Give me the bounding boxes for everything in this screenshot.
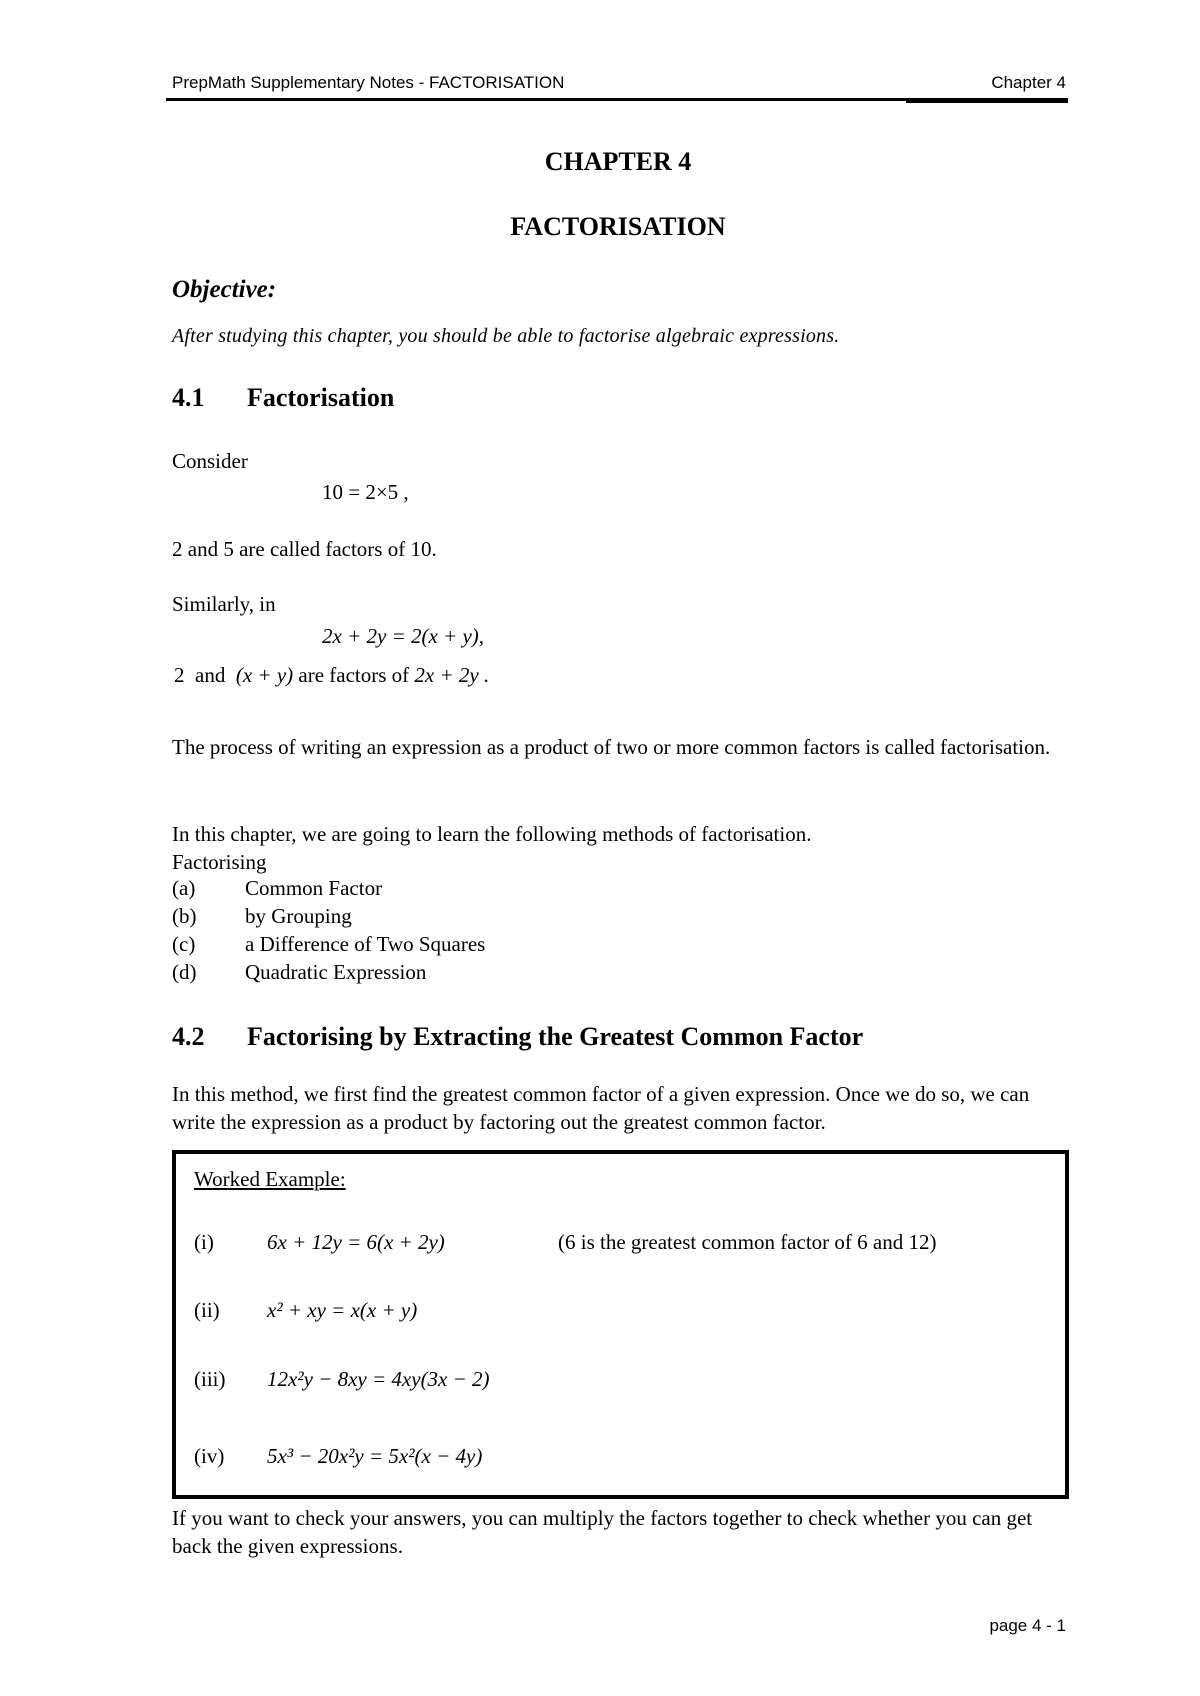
expression-2x2y: 2x + 2y . xyxy=(414,663,490,687)
running-header-chapter: Chapter 4 xyxy=(991,73,1066,92)
chapter-number: CHAPTER 4 xyxy=(544,147,692,176)
header-rule-accent xyxy=(906,101,1068,103)
section-heading-4-2 xyxy=(172,1022,863,1052)
worked-example-box xyxy=(172,1150,1069,1499)
are-factors-of: are factors of xyxy=(298,663,410,687)
section-title: Factorisation xyxy=(247,383,395,412)
methods-intro: In this chapter, we are going to learn the following methods of factorisation. xyxy=(172,822,812,846)
example-row: (i) 6x + 12y = 6(x + 2y) xyxy=(194,1230,445,1254)
similarly-text: Similarly, in xyxy=(172,592,276,616)
example-row: (iii) 12x²y − 8xy = 4xy(3x − 2) xyxy=(194,1367,490,1391)
worked-example-heading: Worked Example: xyxy=(194,1167,346,1191)
equation-10: 10 = 2×5 , xyxy=(322,480,409,504)
equation-2x2y: 2x + 2y = 2(x + y), xyxy=(322,624,485,648)
page-number: page 4 - 1 xyxy=(989,1616,1066,1635)
chapter-title: FACTORISATION xyxy=(510,212,726,241)
and-word: and xyxy=(195,663,226,687)
section-number: 4.2 xyxy=(172,1022,205,1051)
list-item: (a) Common Factor xyxy=(172,876,383,900)
process-paragraph: The process of writing an expression as a product of two or more common factors is called factorisation. xyxy=(172,735,1051,759)
example-note: (6 is the greatest common factor of 6 and 12) xyxy=(558,1230,937,1254)
list-item: (b) by Grouping xyxy=(172,904,352,928)
factor-x-plus-y: (x + y) xyxy=(235,663,294,687)
example-row: (ii) x² + xy = x(x + y) xyxy=(194,1298,418,1322)
section-title: Factorising by Extracting the Greatest Common Factor xyxy=(247,1022,864,1051)
running-header-title: PrepMath Supplementary Notes - FACTORISATION xyxy=(172,73,565,92)
factors-sentence-2 xyxy=(174,661,489,689)
factors-sentence: 2 and 5 are called factors of 10. xyxy=(172,537,437,561)
check-paragraph: If you want to check your answers, you can multiply the factors together to check whether you can get back the given expressions. xyxy=(172,1506,1033,1558)
method-intro-paragraph: In this method, we first find the greatest common factor of a given expression. Once we do so, we can write the expression as a product by factoring out the greatest common factor. xyxy=(172,1082,1030,1134)
section-heading-4-1 xyxy=(172,383,394,413)
list-item: (c) a Difference of Two Squares xyxy=(172,932,486,956)
factorising-label: Factorising xyxy=(172,850,267,874)
consider-text: Consider xyxy=(172,449,248,473)
example-row: (iv) 5x³ − 20x²y = 5x²(x − 4y) xyxy=(194,1444,483,1468)
objective-heading: Objective: xyxy=(172,276,277,303)
objective-text: After studying this chapter, you should be able to factorise algebraic expressions. xyxy=(172,325,840,347)
factor-2: 2 xyxy=(174,663,185,687)
section-number: 4.1 xyxy=(172,383,205,412)
list-item: (d) Quadratic Expression xyxy=(172,960,427,984)
